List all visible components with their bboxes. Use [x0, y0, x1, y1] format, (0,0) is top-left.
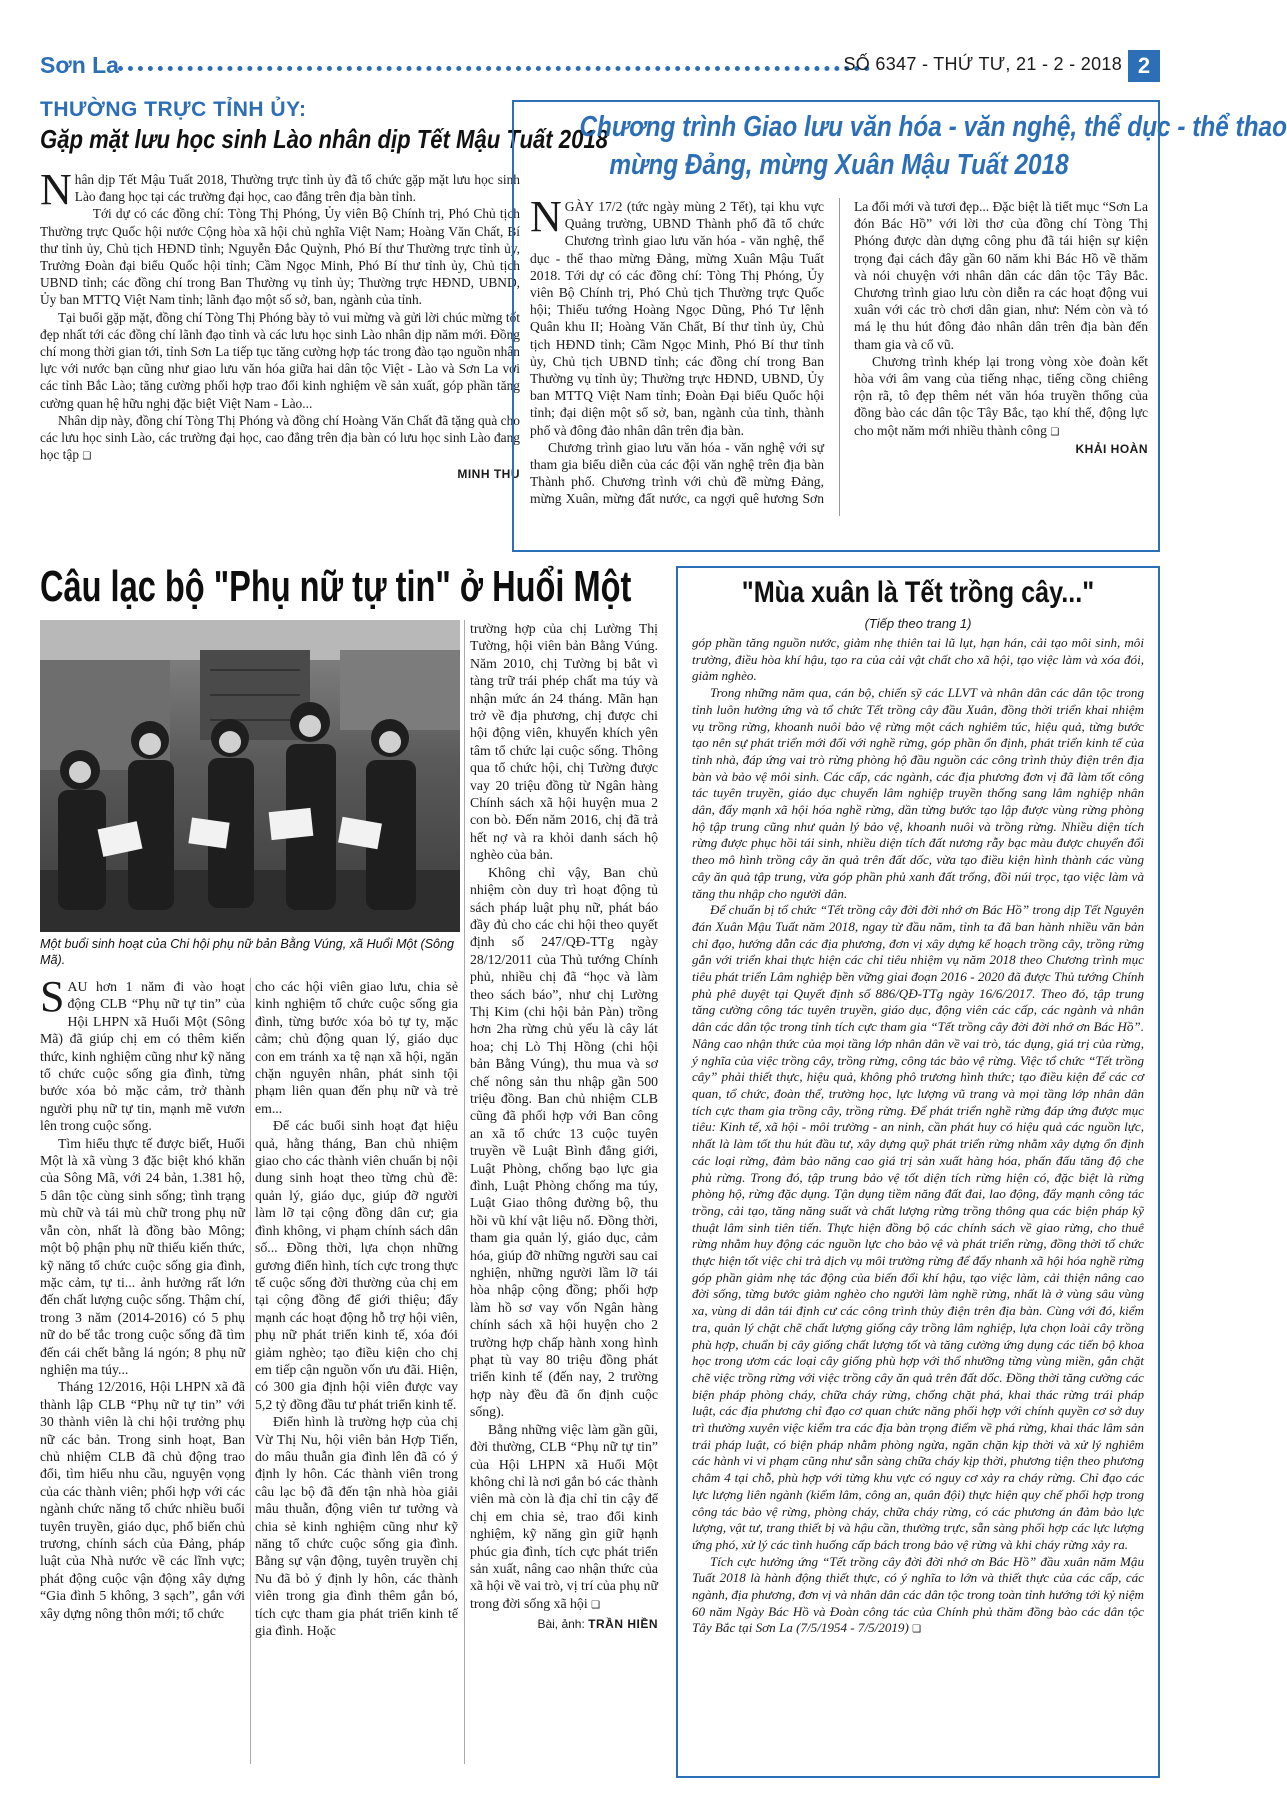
article-paragraph: Để các buổi sinh hoạt đạt hiệu quả, hằng tháng, Ban chủ nhiệm giao cho các thành viên chuẩn bị nội dung sinh hoạt theo từng chủ đề: quản lý, giáo dục, giúp đỡ người làm lỡ tại cộng đồng dân cư; gia đình không, vi phạm chính sách dân số... Đồng thời, lựa chọn những gương điển hình, tích cực trong thực tế cuộc sống đời thường của chị em tại cộng đồng để giới thiệu; đẩy mạnh các hoạt động hỗ trợ hội viên, phụ nữ phát triển kinh tế, xóa đói giảm nghèo; tạo điều kiện cho chị em tiếp cận nguồn vốn ưu đãi. Hiện, có 300 gia định hội viên được vay 5,2 tỷ đồng đầu tư phát triển kinh tế. [255, 1118, 458, 1412]
column-divider [250, 978, 251, 1764]
end-mark-icon: ❑ [82, 451, 92, 463]
end-mark-icon: ❑ [1050, 426, 1060, 438]
article-headline: Chương trình Giao lưu văn hóa - văn nghệ, thể dục - thể thao mừng Đảng, mừng Xuân Mậu Tuất 2018 [579, 111, 1287, 181]
women-reading-photo [40, 620, 460, 932]
article-paragraph: Tìm hiểu thực tế được biết, Huổi Một là xã vùng 3 đặc biệt khó khăn của Sông Mã, với 24 bản, 1.381 hộ, 5 dân tộc cùng sinh sống; tình trạng mù chữ và tái mù chữ trong phụ nữ vẫn còn, nhất là đồng bào Mông; một bộ phận phụ nữ thiếu kiến thức, kỹ năng tổ chức cuộc sống gia đình, mặc cảm, tự ti... ảnh hưởng rất lớn đến chất lượng cuộc sống. Thậm chí, trong 3 năm (2014-2016) có 5 phụ nữ do bế tắc trong cuộc sống đã tìm đến cái chết bằng lá ngón; 8 phụ nữ nghiện ma túy... [40, 1135, 245, 1377]
article-byline: MINH THU [457, 467, 520, 482]
drop-cap: N [530, 192, 562, 241]
article-paragraph: Điển hình là trường hợp của chị Vừ Thị Nu, hội viên bản Hợp Tiến, do mâu thuẫn gia đình lên đã có ý định ly hôn. Các thành viên trong câu lạc bộ đã đến tận nhà hòa giải mâu thuẫn, động viên tư tưởng và chia sẻ kinh nghiệm cũng như kỹ năng tổ chức cuộc sống gia đình. Bằng sự vận động, tuyên truyền chị Nu đã bỏ ý định ly hôn, các thành viên trong gia đình thêm gắn bó, tích cực tham gia phát triển kinh tế gia đình. Hoặc [255, 1414, 458, 1639]
article-tree-planting [676, 566, 1160, 1778]
masthead-dotted-rule [118, 66, 870, 71]
article-paragraph: Bằng những việc làm gần gũi, đời thường, CLB “Phụ nữ tự tin” của Hội LHPN xã Huổi Một không chỉ là nơi gắn bó các thành viên mà còn là địa chỉ tin cậy để chị em chia sẻ, trao đổi kinh nghiệm, kỹ năng gìn giữ hạnh phúc gia đình, tích cực phát triển sản xuất, nâng cao nhận thức của xã hội về vai trò, vị trí của phụ nữ trong đời sống xã hội ❑ [470, 1421, 658, 1611]
article-column-2 [255, 978, 458, 1768]
issue-info: SỐ 6347 - THỨ TƯ, 21 - 2 - 2018 [843, 54, 1122, 74]
article-body [40, 165, 520, 484]
article-photo [40, 620, 460, 932]
article-headline: Câu lạc bộ "Phụ nữ tự tin" ở Huổi Một [40, 562, 632, 611]
article-byline: KHẢI HOÀN [1075, 441, 1148, 456]
photo-caption: Một buổi sinh hoạt của Chi hội phụ nữ bản Bằng Vúng, xã Huổi Một (Sông Mã). [40, 937, 455, 967]
end-mark-icon: ❑ [591, 1599, 601, 1611]
page-number-badge: 2 [1128, 50, 1160, 82]
continued-from-note: (Tiếp theo trang 1) [864, 616, 972, 631]
article-women-club [40, 560, 658, 1775]
article-paragraph: Để chuẩn bị tổ chức “Tết trồng cây đời đời nhớ ơn Bác Hồ” trong dịp Tết Nguyên đán Xuân Mậu Tuất năm 2018, ngay từ đầu năm, tỉnh ta đã ban hành nhiều văn bản chỉ đạo, hướng dẫn các địa phương, đơn vị xây dựng kế hoạch trồng cây, trồng rừng gắn với triển khai thực hiện các chỉ tiêu nhiệm vụ năm 2018 theo Chương trình mục tiêu phát triển Lâm nghiệp bền vững giai đoạn 2016 - 2020 đã được Thủ tướng Chính phủ phê duyệt tại Quyết định số 886/QĐ-TTg ngày 16/6/2017. Theo đó, tập trung tăng cường công tác tuyên truyền, giáo dục, động viên các cấp, các ngành và nhân dân các dân tộc trong tỉnh tích cực tham gia “Tết trồng cây đời đời nhớ ơn Bác Hồ”. Nâng cao nhận thức của mọi tầng lớp nhân dân về vai trò, tác dụng, giá trị của rừng, ý nghĩa của việc trồng cây, trồng rừng, công tác bảo vệ rừng. Việc tổ chức “Tết trồng cây” phải thiết thực, hiệu quả, không phô trương hình thức; tạo điều kiện để các cơ quan, tổ chức, đoàn thể, trường học, lực lượng vũ trang và mọi tầng lớp nhân dân tích cực tham gia trồng cây, trồng rừng. Để phát triển nghề rừng đáp ứng được mục tiêu: Kinh tế, xã hội - môi trường - an ninh, cần phát huy có hiệu quả các nguồn lực, nhất là làm tốt thu hút đầu tư, xây dựng quỹ phát triển rừng nhằm xây dựng ổn định các loại rừng, đảm bảo năng cao giá trị sản xuất hàng hóa, phấn đấu tăng độ che phủ rừng. Trong đó, tập trung bảo vệ tốt diện tích rừng hiện có, đặc biệt là rừng phòng hộ, rừng đặc dụng. Tận dụng tiềm năng đất đai, lao động, đẩy mạnh công tác trồng, cải tạo, tăng năng suất và chất lượng rừng trồng thông qua các biện pháp kỹ thuật lâm sinh tiên tiến. Thực hiện đồng bộ các chính sách về giao rừng, cho thuê rừng nhằm huy động các nguồn lực cho bảo vệ và phát triển rừng, đồng thời tổ chức thực hiện tốt việc chi trả dịch vụ môi trường rừng để đẩy nhanh xã hội hóa nghề rừng góp phần giảm nhẹ tác động của biến đổi khí hậu, tạo việc làm, cải thiện nâng cao đời sống, từng bước giảm nghèo cho người làm nghề rừng, nhất là ở vùng sâu vùng xa, vùng di dân tái định cư các công trình thủy điện trên địa bàn. Cùng với đó, kiểm tra, quản lý chặt chẽ chất lượng giống cây trồng lâm nghiệp, lựa chọn loài cây trồng phù hợp, chuẩn bị cây giống chất lượng tốt và tăng cường ứng dụng các tiến bộ khoa học trong ươm các loại cây giống phù hợp với thổ nhưỡng từng vùng miền, gắn chặt chẽ việc trồng rừng với việc trồng cây ăn quả trên đất dốc. Đồng thời tăng cường các biện pháp phòng cháy, chữa cháy rừng, chống chặt phá, khai thác rừng trái pháp luật, các địa phương chỉ đạo cơ quan chức năng phối hợp với chính quyền cơ sở duy trì thường xuyên việc kiểm tra các địa bàn trọng điểm về phá rừng, khai thác lâm sản trái pháp luật, có biện pháp nhằm phòng ngừa, ngăn chặn kịp thời và xử lý nghiêm các hành vi vi phạm cũng như sẵn sàng chữa cháy kịp thời, phương tiện theo phương châm 4 tại chỗ, phù hợp với từng khu vực có nguy cơ xảy ra cháy rừng. Chỉ đạo các lực lượng liên ngành (kiểm lâm, công an, quân đội) thực hiện quy chế phối hợp trong công tác bảo vệ rừng, phòng cháy, chữa cháy rừng, có các phương án đảm bảo lực lượng, vật tư, trang thiết bị và hậu cần, thường trực, sẵn sàng phối hợp các lực lượng ứng phó, xử lý các tình huống cấp bách trong bảo vệ rừng và khi cháy rừng xảy ra. [692, 902, 1144, 1552]
article-paragraph: cho các hội viên giao lưu, chia sẻ kinh nghiệm tổ chức cuộc sống gia đình, từng bước xóa bỏ tự ty, mặc cảm; chủ động quan lý, giáo dục con em tránh xa tệ nạn xã hội, ngăn chặn nguyên nhân, phát sinh tội phạm liên quan đến phụ nữ và trẻ em... [255, 979, 458, 1116]
article-headline: "Mùa xuân là Tết trồng cây..." [741, 576, 1095, 609]
article-paragraph: Tới dự có các đồng chí: Tòng Thị Phóng, Ủy viên Bộ Chính trị, Phó Chủ tịch Thường trực Quốc hội nước Cộng hòa xã hội chủ nghĩa Việt Nam; Hoàng Văn Chất, Bí thư tỉnh ủy, Chủ tịch HĐND tỉnh; Nguyễn Đắc Quỳnh, Phó Bí thư Thường trực tỉnh ủy, Trưởng Đoàn đại biểu Quốc hội tỉnh; Cầm Ngọc Minh, Phó Bí thư tỉnh ủy, Chủ tịch UBND tỉnh; các đồng chí trong Ban Thường vụ tỉnh ủy; Thường trực HĐND, UBND, Ủy ban MTTQ Việt Nam tỉnh; lãnh đạo một số sở, ban, ngành của tỉnh. [40, 206, 520, 308]
article-headline: Gặp mặt lưu học sinh Lào nhân dịp Tết Mậu Tuất 2018 [40, 124, 608, 154]
article-byline: Bài, ảnh: TRẦN HIỀN [537, 1617, 658, 1632]
article-paragraph: góp phần tăng nguồn nước, giảm nhẹ thiên tai lũ lụt, hạn hán, cải tạo môi sinh, môi trường, điều hòa khí hậu, tạo ra của cải vật chất cho xã hội, tạo việc làm và xóa đói, giảm nghèo. [692, 635, 1144, 684]
article-culture-program [512, 100, 1287, 552]
article-paragraph: Tháng 12/2016, Hội LHPN xã đã thành lập CLB “Phụ nữ tự tin” với 30 thành viên là chi hội trưởng phụ nữ các bản. Trong sinh hoạt, Ban chủ nhiệm CLB đã chủ động trao đổi, tìm hiểu nhu cầu, nguyện vọng của các thành viên; phối hợp với các ngành chức năng tổ chức nhiều buổi tuyên truyền, giáo dục, phổ biến chủ trương, chính sách của Đảng, pháp luật của Nhà nước về các lĩnh vực; phát động cuộc vận động xây dựng “Gia đình 5 không, 3 sạch”, gắn với xây dựng nông thôn mới; tổ chức [40, 1379, 245, 1621]
article-paragraph: Chương trình giao lưu văn hóa - văn nghệ với sự tham gia biểu diễn của các đội văn nghệ trên địa bàn Thành phố. Chương trình với chủ đề mừng Đảng, mừng Xuân, mừng đất nước, ca ngợi quê hương Sơn La đổi mới và tươi đẹp... Đặc biệt là tiết mục “Sơn La đón Bác Hồ” với lời thơ của đồng chí Tòng Thị Phóng được dàn dựng công phu đã tái hiện sự kiện trọng đại cách đây gần 60 năm khi Bác Hồ về thăm và nói chuyện với nhân dân các dân tộc Tây Bắc. Chương trình giao lưu còn diễn ra các hoạt động vui xuân với các trò chơi dân gian, như: Ném còn và tó má lẹ thu hút đông đảo nhân dân trên địa bàn đến tham gia và cổ vũ. [530, 199, 1148, 507]
article-laos-students [40, 98, 608, 528]
article-column-3 [470, 620, 658, 1768]
newspaper-brand: Sơn La [40, 52, 119, 78]
article-paragraph: Tại buổi gặp mặt, đồng chí Tòng Thị Phóng bày tỏ vui mừng và gửi lời chúc mừng tốt đẹp nhất tới các đồng chí lãnh đạo tỉnh và các lưu học sinh Lào nhân dịp năm mới. Đồng chí mong thời gian tới, tỉnh Sơn La tiếp tục tăng cường hợp tác trong đào tạo nguồn nhân lực với nước bạn cũng như giao lưu văn hóa giữa hai dân tộc Việt - Lào và Sơn La với các tỉnh Bắc Lào; tăng cường phối hợp trao đổi kinh nghiệm về sản xuất, góp phần tăng cường quan hệ hữu nghị đặc biệt Việt Nam - Lào... [40, 309, 520, 411]
masthead [40, 52, 1160, 86]
article-paragraph: NGÀY 17/2 (tức ngày mùng 2 Tết), tại khu vực Quảng trường, UBND Thành phố đã tổ chức Chương trình giao lưu văn hóa - văn nghệ, thể dục - thể thao mừng Đảng, mừng Xuân Mậu Tuất 2018. Tới dự có các đồng chí: Tòng Thị Phóng, Ủy viên Bộ Chính trị, Phó Chủ tịch Thường trực Quốc hội; Thiếu tướng Hoàng Ngọc Dũng, Phó Tư lệnh Quân khu II; Hoàng Văn Chất, Bí thư tỉnh ủy, Chủ tịch HĐND tỉnh; Cầm Ngọc Minh, Phó Bí thư tỉnh ủy, Chủ tịch UBND tỉnh; các đồng chí trong Ban Thường vụ tỉnh ủy; Thường trực HĐND, UBND, Ủy ban MTTQ Việt Nam tỉnh; Đoàn Đại biểu Quốc hội tỉnh; đại diện một số sở, ban, ngành của tỉnh, thành phố và đông đảo nhân dân trên địa bàn. [530, 192, 824, 438]
article-column-1 [40, 972, 245, 1768]
article-body [692, 635, 1144, 1639]
end-mark-icon: ❑ [912, 1624, 922, 1636]
article-paragraph: SAU hơn 1 năm đi vào hoạt động CLB “Phụ nữ tự tin” của Hội LHPN xã Huổi Một (Sông Mã) đã giúp chị em có thêm kiến thức, kinh nghiệm cũng như kỹ năng tổ chức cuộc sống gia đình, từng bước xóa bỏ mặc cảm, trở thành người phụ nữ tự tin, mạnh mẽ vươn lên trong cuộc sống. [40, 972, 245, 1134]
article-paragraph: Chương trình khép lại trong vòng xòe đoàn kết hòa với âm vang của tiếng nhạc, tiếng cồng chiêng rộn rã, tô đẹp thêm nét văn hóa truyền thống của đồng bào các dân tộc Tây Bắc, tạo khí thế, động lực cho một năm mới nhiều thành công ❑ [854, 353, 1148, 438]
column-divider [464, 620, 465, 1764]
article-paragraph: Nhân dịp Tết Mậu Tuất 2018, Thường trực tỉnh ủy đã tổ chức gặp mặt lưu học sinh Lào đang học tại các trường đại học, cao đẳng trên địa bàn tỉnh. [40, 165, 520, 214]
drop-cap: S [40, 972, 65, 1021]
article-paragraph: Không chỉ vậy, Ban chủ nhiệm còn duy trì hoạt động tủ sách pháp luật phụ nữ, phát báo đầy đủ cho các chi hội theo quyết định số 247/QĐ-TTg ngày 28/12/2011 của Thủ tướng Chính phủ, nhiều chị đã “học và làm theo sách báo”, như chị Lường Thị Kim (chi hội bản Pàn) trồng hơn 2ha rừng chủ yếu là cây lát hoa; chị Lò Thị Hồng (chi hội bản Bằng Vúng), thu mua và sơ chế nông sản thu nhập gần 500 triệu đồng. Ban chủ nhiệm CLB cũng đã phối hợp với Ban công an xã tổ chức 13 cuộc tuyên truyền về Luật Bình đẳng giới, Luật Phòng, chống bạo lực gia đình, Luật Phòng chống ma túy, Luật Giao thông đường bộ, thu hồi vũ khí vật liệu nổ. Đồng thời, tham gia quản lý, giáo dục, cảm hóa, giúp đỡ những người sau cai nghiện, những người lầm lỡ tái hòa nhập cộng đồng; phối hợp làm hồ sơ vay vốn Ngân hàng chính sách xã hội huyện cho 2 trường hợp chấp hành xong hình phạt tù vay 80 triệu đồng phát triển kinh tế (đến nay, 2 trường hợp này đều đã ổn định cuộc sống). [470, 864, 658, 1420]
article-kicker: THƯỜNG TRỰC TỈNH ỦY: [40, 98, 307, 121]
article-paragraph: Tích cực hưởng ứng “Tết trồng cây đời đời nhớ ơn Bác Hồ” đầu xuân năm Mậu Tuất 2018 là hành động thiết thực, có ý nghĩa to lớn và thiết thực của các cấp, các ngành, địa phương, đơn vị và nhân dân các dân tộc trong toàn tỉnh hướng tới kỷ niệm 60 năm Ngày Bác Hồ và Đoàn công tác của Chính phủ thăm đồng bào các dân tộc Tây Bắc tại Sơn La (7/5/1954 - 7/5/2019) ❑ [692, 1553, 1144, 1636]
drop-cap: N [40, 165, 72, 214]
article-paragraph: trường hợp của chị Lường Thị Tường, hội viên bản Bằng Vúng. Năm 2010, chị Tường bị bắt vì tàng trữ trái phép chất ma túy và nhận mức án 24 tháng. Mãn hạn trở về địa phương, chị được chi hội động viên, khuyến khích yên tâm tổ chức lại cuộc sống. Thông qua tổ chức hội, chị Tường được vay 20 triệu đồng từ Ngân hàng Chính sách xã hội huyện mua 2 con bò. Đến năm 2016, chị đã trả hết nợ và ra khỏi danh sách hộ nghèo của bản. [470, 621, 658, 863]
article-paragraph: Trong những năm qua, cán bộ, chiến sỹ các LLVT và nhân dân các dân tộc trong tỉnh luôn hưởng ứng và tổ chức Tết trồng cây đầu Xuân, đồng thời triển khai nhiệm vụ trồng rừng, khoanh nuôi bảo vệ rừng một cách nghiêm túc, hiệu quả, từng bước tạo nên sự phát triển mới đối với nghề rừng, góp phần ổn định, phát triển kinh tế của tỉnh nhà, đáp ứng vai trò rừng phòng hộ đầu nguồn các công trình thủy điện trên địa bàn và bảo vệ môi sinh. Các cấp, các ngành, các địa phương đơn vị đã làm tốt công tác tuyên truyền, giáo dục chuyển lâm nghiệp truyền thống sang lâm nghiệp nhân dân, đẩy mạnh xã hội hóa nghề rừng, dần từng bước tạo lập được vùng rừng phòng hộ tập trung cũng như quản lý bảo vệ, khoanh nuôi và trồng rừng. Nhiều diện tích rừng được phục hồi tái sinh, nhiều diện tích đất nương rẫy bạc màu được chuyển đổi theo mô hình trồng cây ăn quả trên đất dốc, vừa tạo điều kiện hình thành các vùng cây ăn quả tập trung, vừa góp phần phủ xanh đất trống, đồi núi trọc, tạo việc làm và tăng thu nhập cho người dân. [692, 685, 1144, 901]
article-paragraph: Nhân dịp này, đồng chí Tòng Thị Phóng và đồng chí Hoàng Văn Chất đã tặng quà cho các lưu học sinh Lào, các trường đại học, cao đẳng trên địa bàn có lưu học sinh Lào đang học tập ❑ [40, 412, 520, 463]
article-body [530, 192, 1148, 516]
